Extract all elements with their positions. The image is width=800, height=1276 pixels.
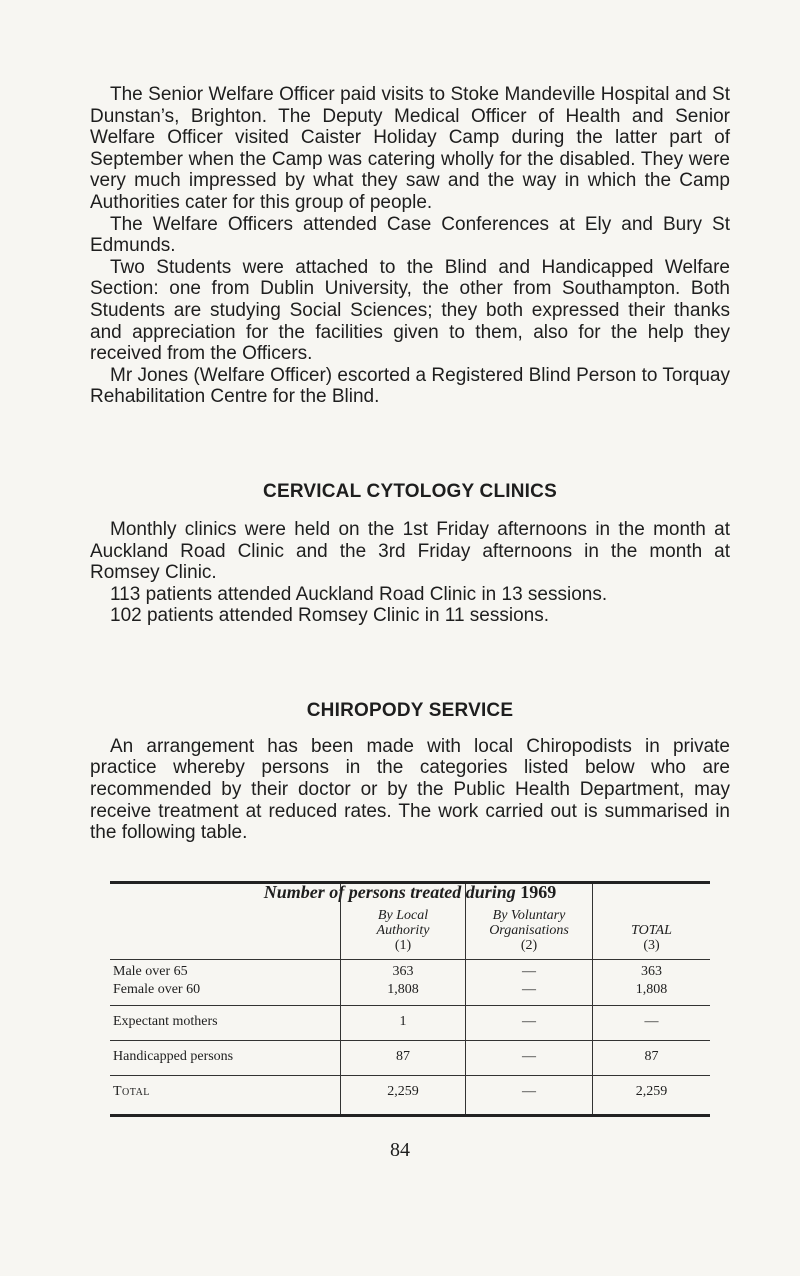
cytology-paragraph-3: 102 patients attended Romsey Clinic in 11 sessions.: [110, 605, 550, 627]
table-row: [110, 960, 710, 1006]
table-caption-text: Number of persons treated during: [263, 881, 516, 902]
row-label: Male over 65: [113, 964, 188, 979]
chiropody-table: [110, 881, 710, 1117]
cytology-paragraph-2: 113 patients attended Auckland Road Clinic in 13 sessions.: [110, 583, 608, 605]
row-value-cell: [466, 960, 593, 1006]
row-value: —: [522, 1049, 536, 1064]
header-empty-cell: [110, 883, 341, 960]
total-value: 2,259: [635, 1084, 668, 1099]
row-value: —: [522, 1014, 536, 1029]
chiropody-heading: CHIROPODY SERVICE: [306, 699, 514, 721]
chiropody-paragraph: An arrangement has been made with local Chiropodists in private practice whereby persons in the categories listed below who are recommended by their doctor or by the Public Health Department, may receive treatment at reduced rates. The work carried out is summarised in the following table.: [90, 735, 730, 844]
header-1-line-2: Authority: [376, 923, 430, 938]
header-2-number: (2): [520, 938, 538, 953]
table-total-row: [110, 1076, 710, 1116]
row-value: 87: [644, 1049, 659, 1064]
row-value: 1: [399, 1014, 407, 1029]
row-value-cell: [341, 1041, 466, 1076]
row-value-cell: [466, 1006, 593, 1041]
row-value-cell: [341, 960, 466, 1006]
welfare-paragraph-3: Two Students were attached to the Blind and Handicapped Welfare Section: one from Dublin University, the other from Southampton. Both Students are studying Social Sciences; they both expressed their thanks and appreciation for the facilities given to them, also for the help they received from the Officers.: [90, 256, 730, 365]
header-1-line-1: By Local: [377, 908, 429, 923]
row-value: —: [644, 1014, 659, 1029]
total-value: —: [522, 1084, 536, 1099]
header-3-number: (3): [643, 938, 660, 953]
total-value: 2,259: [387, 1084, 419, 1099]
row-value-cell: [593, 1006, 711, 1041]
header-1-number: (1): [394, 938, 412, 953]
row-value-cell: [341, 1006, 466, 1041]
row-value-cell: [593, 960, 711, 1006]
row-label-cell: [110, 1041, 341, 1076]
row-label: Expectant mothers: [113, 1014, 218, 1029]
row-value-cell: [593, 1041, 711, 1076]
row-label-cell: [110, 1006, 341, 1041]
total-value-cell: [341, 1076, 466, 1116]
welfare-paragraph-4: Mr Jones (Welfare Officer) escorted a Registered Blind Person to Torquay Rehabilitation Centre for the Blind.: [90, 364, 730, 408]
table-caption-year: 1969: [520, 881, 557, 902]
cytology-paragraph-1: Monthly clinics were held on the 1st Friday afternoons in the month at Auckland Road Clinic and the 3rd Friday afternoons in the month at Romsey Clinic.: [90, 518, 730, 584]
row-value: 87: [396, 1049, 410, 1064]
row-value: 1,808: [635, 982, 668, 997]
row-label: Handicapped persons: [113, 1049, 234, 1064]
total-value-cell: [466, 1076, 593, 1116]
total-label-cell: [110, 1076, 341, 1116]
table-row: [110, 1006, 710, 1041]
header-2-line-1: By Voluntary: [492, 908, 566, 923]
row-label: Female over 60: [113, 982, 201, 997]
row-value-cell: [466, 1041, 593, 1076]
row-value: 363: [392, 964, 414, 979]
row-value: 363: [641, 964, 662, 979]
table-header-row: [110, 883, 710, 960]
page-content: [90, 84, 730, 903]
row-value: —: [522, 964, 536, 979]
cytology-heading: CERVICAL CYTOLOGY CLINICS: [263, 480, 557, 502]
header-local-authority: [341, 883, 466, 960]
row-label-cell: [110, 960, 341, 1006]
header-3-line-1: TOTAL: [631, 923, 672, 938]
header-voluntary-organisations: [466, 883, 593, 960]
row-value: 1,808: [387, 982, 419, 997]
table-row: [110, 1041, 710, 1076]
total-value-cell: [593, 1076, 711, 1116]
page-number: 84: [390, 1139, 410, 1161]
total-label: Total: [113, 1084, 150, 1099]
welfare-paragraph-2: The Welfare Officers attended Case Conferences at Ely and Bury St Edmunds.: [90, 213, 730, 257]
header-total: [593, 883, 711, 960]
header-2-line-2: Organisations: [489, 923, 569, 938]
welfare-paragraph-1: The Senior Welfare Officer paid visits to Stoke Mandeville Hospital and St Dunstan’s, Brighton. The Deputy Medical Officer of Health and Senior Welfare Officer visited Caister Holiday Camp during the latter part of September when the Camp was catering wholly for the disabled. They were very much impressed by what they saw and the way in which the Camp Authorities cater for this group of people.: [90, 84, 730, 213]
row-value: —: [522, 982, 536, 997]
